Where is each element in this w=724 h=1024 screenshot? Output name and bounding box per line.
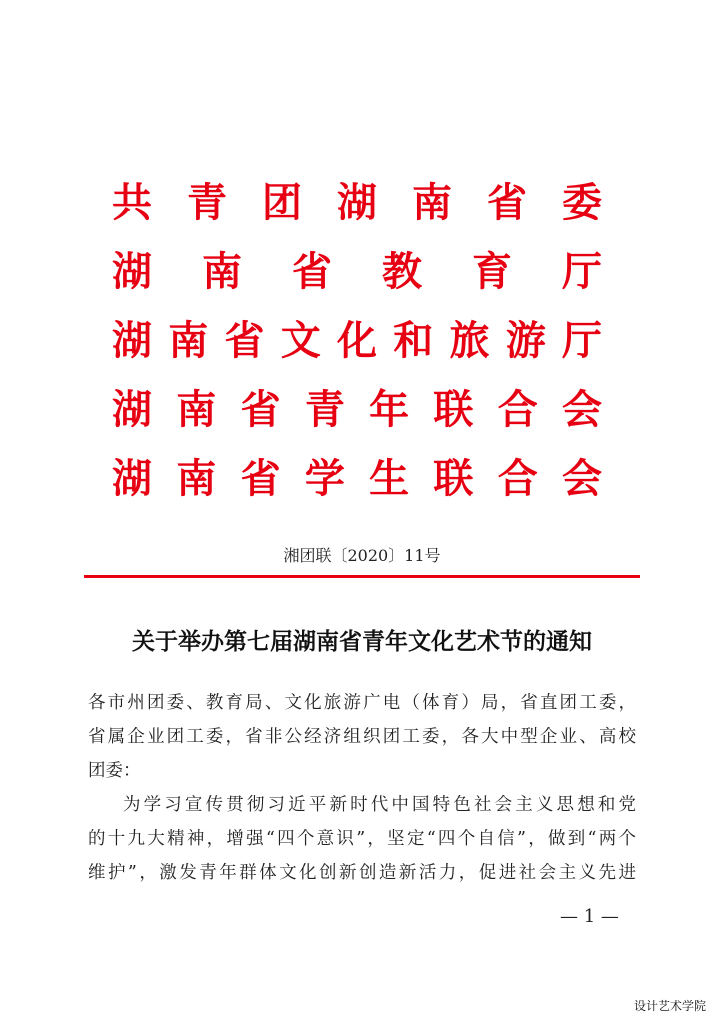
- document-body: [88, 686, 636, 890]
- paragraph-line: 为学习宣传贯彻习近平新时代中国特色社会主义思想和党: [123, 795, 636, 815]
- page-number: — 1 —: [560, 906, 619, 927]
- issuer-line: 湖 南 省 文 化 和 旅 游 厅: [112, 317, 602, 364]
- document-title: 关于举办第七届湖南省青年文化艺术节的通知: [132, 628, 592, 655]
- issuer-block: [112, 168, 602, 513]
- issuer-line: 湖 南 省 学 生 联 合 会: [112, 455, 602, 502]
- recipient-line: 团委：: [88, 761, 141, 781]
- issuer-line: 湖 南 省 教 育 厅: [112, 248, 602, 295]
- recipient-line: 省属企业团工委，省非公经济组织团工委，各大中型企业、高校: [88, 727, 636, 747]
- paragraph-line: 维护”，激发青年群体文化创新创造新活力，促进社会主义先进: [88, 863, 636, 883]
- paragraph-line: 的十九大精神，增强“四个意识”，坚定“四个自信”，做到“两个: [88, 829, 636, 849]
- issuer-line: 共 青 团 湖 南 省 委: [112, 179, 602, 226]
- issuer-line: 湖 南 省 青 年 联 合 会: [112, 386, 602, 433]
- document-number: 湘团联〔2020〕11号: [283, 546, 441, 565]
- red-divider: [84, 575, 640, 578]
- watermark-text: 设计艺术学院: [634, 999, 707, 1013]
- recipient-line: 各市州团委、教育局、文化旅游广电（体育）局，省直团工委，: [88, 693, 636, 713]
